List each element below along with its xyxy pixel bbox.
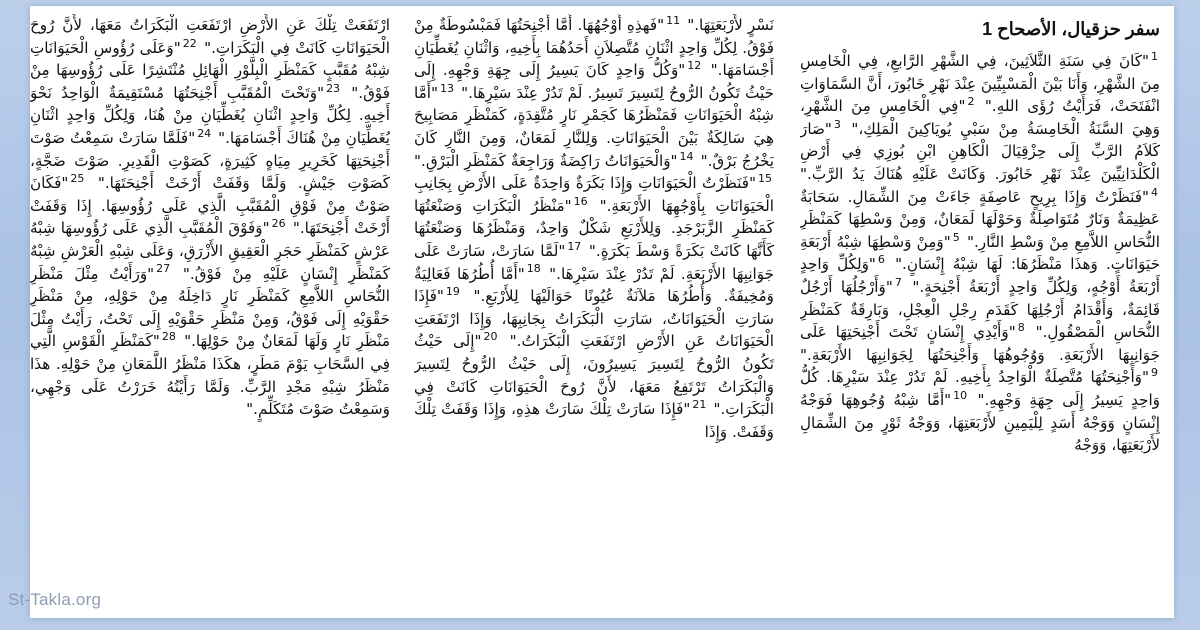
verse-number: 15 <box>758 172 772 186</box>
verse-text: "إِلَى حَيْثُ تَكُونُ الرُّوحُ لِتَسِيرَ يَسِيرُونَ، إِلَى حَيْثُ الرُّوحُ لِتَسِيرَ وَالْبَكَرَاتُ تَرْتَفِعُ مَعَهَا، لأَنَّ رُوحَ الْحَيَوَانَاتِ كَانَتْ فِي الْبَكَرَاتِ." <box>414 332 774 419</box>
verses-block <box>800 50 1160 457</box>
verse-text: "فَهذِهِ أَوْجُهُهَا. أَمَّا أَجْنِحَتُهَا فَمَبْسُوطَةٌ مِنْ فَوْقُ. لِكُلِّ وَاحِدٍ اثْنَانِ مُتَّصِلاَنِ أَحَدُهُمَا بِأَخِيهِ، وَاثْنَانِ يُغَطِّيَانِ أَجْسَامَهَا." <box>414 16 774 80</box>
verse-text: "كَانَ فِي سَنَةِ الثَّلاَثِينَ، فِي الشَّهْرِ الرَّابعِ، فِي الْخَامِسِ مِنَ الشَّهْرِ، وَأَنَا بَيْنَ الْمَسْبِيِّينَ عِنْدَ نَهْرِ خَابُورَ، أَنَّ السَّمَاوَاتِ انْفَتَحَتْ، فَرَأَيْتُ رُؤَى اللهِ." <box>800 52 1160 116</box>
verse-number: 9 <box>1151 366 1158 380</box>
verse-text: "مَنْظَرُ الْبَكَرَاتِ وَصَنْعَتُهَا كَمَنْظَرِ الزَّبَرْجَدِ. وَلِلأَرْبَعِ شَكْلٌ وَاحِدٌ، وَمَنْظَرُهَا وَصَنْعَتُهَا كَأَنَّهَا كَانَتْ بَكَرَةً وَسْطَ بَكَرَةٍ." <box>414 196 774 260</box>
verse-text: "فَإِذَا سَارَتِ الْحَيَوَانَاتُ، سَارَتِ الْبَكَرَاتُ بِجَانِبِهَا، وَإِذَا ارْتَفَعَتِ الْحَيَوَانَاتُ عَنِ الأَرْضِ ارْتَفَعَتِ الْبَكَرَاتُ." <box>414 287 774 351</box>
verse-text: "وَمِنْ وَسْطِهَا شِبْهُ أَرْبَعَةِ حَيَوَانَاتٍ. وَهذَا مَنْظَرُهَا: لَهَا شِبْهُ إِنْسَانٍ." <box>800 232 1160 274</box>
verse-text: "فَلَمَّا سَارَتْ سَمِعْتُ صَوْتَ أَجْنِحَتِهَا كَخَرِيرِ مِيَاهٍ كَثِيرَةٍ، كَصَوْتِ الْقَدِيرِ. صَوْتَ ضَجَّةٍ، كَصَوْتِ جَيْشٍ. وَلَمَّا وَقَفَتْ أَرْخَتْ أَجْنِحَتَهَا." <box>30 128 390 193</box>
verse-number: 11 <box>666 14 681 27</box>
verse-number: 21 <box>692 398 707 412</box>
verse-text: نَسْرٍ لأَرْبَعَتِهَا." <box>687 16 774 34</box>
verse-number: 4 <box>1151 185 1158 199</box>
verse-text: "وَلِكُلِّ وَاحِدٍ أَرْبَعَةُ أَوْجُهٍ، وَلِكُلِّ وَاحِدٍ أَرْبَعَةُ أَجْنِحَةٍ." <box>800 255 1160 296</box>
site-watermark: St-Takla.org <box>8 590 102 609</box>
verses-block <box>30 14 390 421</box>
verse-text: "وَأَرْجُلُهَا أَرْجُلٌ قَائِمَةٌ، وَأَقْدَامُ أَرْجُلِهَا كَقَدَمِ رِجْلِ الْعِجْلِ، وَبَارِقَةٌ كَمَنْظَرِ النُّحَاسِ الْمَصْقُولِ." <box>800 277 1160 342</box>
verse-number: 12 <box>687 59 702 73</box>
verse-text: "وَكُلُّ وَاحِدٍ كَانَ يَسِيرُ إِلَى جِهَةِ وَجْهِهِ. إِلَى حَيْثُ تَكُونُ الرُّوحُ لِتَسِيرَ تَسِيرُ. لَمْ تَدُرْ عِنْدَ سَيْرِهَا." <box>414 61 774 102</box>
verse-number: 20 <box>483 330 498 344</box>
verse-text: "وَرَأَيْتُ مِثْلَ مَنْظَرِ النُّحَاسِ اللاَّمِعِ كَمَنْظَرِ نَارٍ دَاخِلَهُ مِنْ حَوْلِهِ، مِنْ مَنْظَرِ حَقْوَيْهِ إِلَى فَوْقُ، وَمِنْ مَنْظَرِ حَقْوَيْهِ إِلَى تَحْتُ، رَأَيْتُ مِثْلَ مَنْظَرِ نَارٍ وَلَهَا لَمَعَانٌ مِنْ حَوْلِهَا." <box>30 264 390 351</box>
verse-text: "أَمَّا شِبْهُ الْحَيَوَانَاتِ فَمَنْظَرُهَا كَجَمْرِ نَارٍ مُتَّقِدَةٍ، كَمَنْظَرِ مَصَابِيحَ هِيَ سَالِكَةٌ بَيْنَ الْحَيَوَانَاتِ. وَلِلنَّارِ لَمَعَانٌ، وَمِنَ النَّارِ كَانَ يَخْرُجُ بَرْقٌ." <box>414 83 774 170</box>
verses-block <box>414 14 774 443</box>
verse-number: 5 <box>952 230 960 244</box>
verse-text: "فَنَظَرْتُ الْحَيَوَانَاتِ وَإِذَا بَكَرَةٌ وَاحِدَةٌ عَلَى الأَرْضِ بِجَانِبِ الْحَيَوَانَاتِ بِأَوْجُهِهَا الأَرْبَعَةِ." <box>414 174 774 215</box>
verse-number: 28 <box>161 330 176 344</box>
verse-number: 26 <box>271 217 286 231</box>
verse-number: 22 <box>182 36 197 50</box>
verse-number: 23 <box>326 81 341 95</box>
verse-text: ارْتَفَعَتْ تِلْكَ عَنِ الأَرْضِ ارْتَفَعَتِ الْبَكَرَاتُ مَعَهَا، لأَنَّ رُوحَ الْحَيَوَانَاتِ كَانَتْ فِي الْبَكَرَاتِ." <box>30 16 390 57</box>
verse-number: 25 <box>70 172 85 186</box>
verse-number: 27 <box>156 262 171 276</box>
verse-text: "فَنَظَرْتُ وَإِذَا بِرِيحٍ عَاصِفَةٍ جَاءَتْ مِنَ الشِّمَالِ. سَحَابَةٌ عَظِيمَةٌ وَنَارٌ مُتَوَاصِلَةٌ وَحَوْلَهَا لَمَعَانٌ، وَمِنْ وَسْطِهَا كَمَنْظَرِ النُّحَاسِ اللاَّمِعِ مِنْ وَسْطِ النَّارِ." <box>800 187 1160 251</box>
verse-text: "لَمَّا سَارَتْ، سَارَتْ عَلَى جَوَانِبِهَا الأَرْبَعَةِ. لَمْ تَدُرْ عِنْدَ سَيْرِهَا." <box>414 241 774 283</box>
verse-text: "أَمَّا أُطُرُهَا فَعَالِيَةٌ وَمُخِيفَةٌ. وَأُطُرُهَا مَلآنَةٌ عُيُونًا حَوَالَيْهَا لِلأَرْبَعِ." <box>414 264 774 306</box>
verse-number: 8 <box>1017 321 1025 335</box>
verse-number: 19 <box>445 285 460 299</box>
verse-text: "كَمَنْظَرِ الْقَوْسِ الَّتِي فِي السَّحَابِ يَوْمَ مَطَرٍ، هكَذَا مَنْظَرُ اللَّمَعَانِ مِنْ حَوْلِهِ. هذَا مَنْظَرُ شِبْهِ مَجْدِ الرَّبِّ. وَلَمَّا رَأَيْتُهُ خَرَرْتُ عَلَى وَجْهِي، وَسَمِعْتُ صَوْتَ مُتَكَلِّمٍ." <box>30 332 390 419</box>
verse-number: 17 <box>567 239 582 253</box>
verse-number: 7 <box>894 275 902 289</box>
verse-number: 1 <box>1151 49 1158 63</box>
verse-text: "وَالْحَيَوَانَاتُ رَاكِضَةٌ وَرَاجِعَةٌ كَمَنْظَرِ الْبَرْقِ." <box>414 151 678 170</box>
page-title: سفر حزقيال، الأصحاح 1 <box>982 19 1160 39</box>
verse-text: "أَمَّا شِبْهُ وُجُوهِهَا فَوَجْهُ إِنْسَانٍ وَوَجْهُ أَسَدٍ لِلْيَمِينِ لأَرْبَعَتِهَا، وَوَجْهُ ثَوْرٍ مِنَ الشِّمَالِ لأَرْبَعَتِهَا، وَوَجْهُ <box>800 390 1160 455</box>
scripture-page <box>30 6 1174 618</box>
verse-number: 3 <box>833 117 841 131</box>
text-column-right <box>800 14 1160 610</box>
verse-number: 18 <box>526 262 541 276</box>
verse-text: "فِي الْخَامِسِ مِنَ الشَّهْرِ، وَهِيَ السَّنَةُ الْخَامِسَةُ مِنْ سَبْيِ يُويَاكِينَ الْمَلِكِ،" <box>800 97 1160 138</box>
verse-text: "فَكَانَ صَوْتٌ مِنْ فَوْقِ الْمُقَبَّبِ الَّذِي عَلَى رُؤُوسِهَا. إِذَا وَقَفَتْ أَرْخَتْ أَجْنِحَتَهَا." <box>30 174 390 238</box>
verse-text: "وَتَحْتَ الْمُقَبَّبِ أَجْنِحَتُهَا مُسْتَقِيمَةٌ الْوَاحِدُ نَحْوَ أَخِيهِ. لِكُلِّ وَاحِدٍ اثْنَانِ يُغَطِّيَانِ مِنْ هُنَا، وَلِكُلِّ وَاحِدٍ اثْنَانِ يُغَطِّيَانِ مِنْ هُنَاكَ أَجْسَامَهَا." <box>30 83 390 147</box>
verse-number: 10 <box>953 388 968 402</box>
verse-text: "وَعَلَى رُؤُوسِ الْحَيَوَانَاتِ شِبْهُ مُقَبَّبٍ كَمَنْظَرِ الْبِلَّوْرِ الْهَائِلِ مُنْتَشِرًا عَلَى رُؤُوسِهَا مِنْ فَوْقُ." <box>30 38 390 102</box>
verse-text: "وَأَيْدِي إِنْسَانٍ تَحْتَ أَجْنِحَتِهَا عَلَى جَوَانِبِهَا الأَرْبَعَةِ. وَوُجُوهُهَا وَأَجْنِحَتُهَا لِجَوَانِبِهَا الأَرْبَعَةِ." <box>800 323 1160 364</box>
verse-text: "صَارَ كَلاَمُ الرَّبِّ إِلَى حِزْقِيَالَ الْكَاهِنِ ابْنِ بُوزِي فِي أَرْضِ الْكَلْدَانِيِّينَ عِنْدَ نَهْرِ خَابُورَ. وَكَانَتْ عَلَيْهِ هُنَاكَ يَدُ الرَّبِّ." <box>800 119 1160 183</box>
verse-text: "فَإِذَا سَارَتْ تِلْكَ سَارَتْ هذِهِ، وَإِذَا وَقَفَتْ تِلْكَ وَقَفَتْ. وَإِذَا <box>414 400 774 441</box>
verse-number: 14 <box>679 149 694 163</box>
verse-number: 24 <box>197 126 212 140</box>
text-column-middle <box>414 14 774 610</box>
verse-number: 6 <box>877 253 885 267</box>
verse-text: "وَأَجْنِحَتُهَا مُتَّصِلَةٌ الْوَاحِدُ بِأَخِيهِ. لَمْ تَدُرْ عِنْدَ سَيْرِهَا. كُلُّ وَاحِدٍ يَسِيرُ إِلَى جِهَةِ وَجْهِهِ." <box>800 368 1160 409</box>
verse-number: 2 <box>967 95 975 109</box>
verse-number: 16 <box>573 194 588 208</box>
text-column-left <box>30 14 390 610</box>
verse-number: 13 <box>439 81 454 95</box>
verse-text: "وَفَوْقَ الْمُقَبَّبِ الَّذِي عَلَى رُؤُوسِهَا شِبْهُ عَرْشٍ كَمَنْظَرِ حَجَرِ الْعَقِيقِ الأَزْرَقِ، وَعَلَى شِبْهِ الْعَرْشِ شِبْهٌ كَمَنْظَرِ إِنْسَانٍ عَلَيْهِ مِنْ فَوْقُ." <box>30 219 390 283</box>
